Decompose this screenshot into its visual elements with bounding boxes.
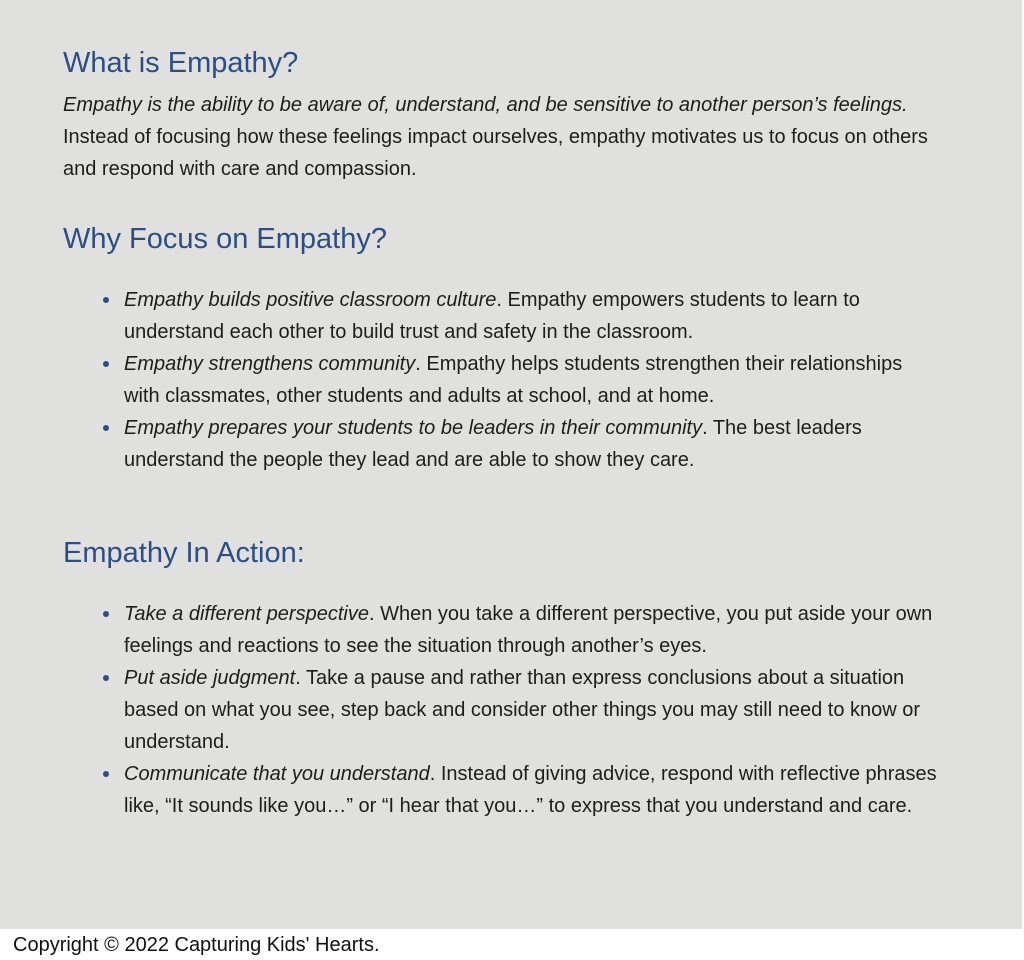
copyright-footer: Copyright © 2022 Capturing Kids' Hearts. bbox=[13, 934, 380, 956]
list-item-lead: Empathy builds positive classroom culture bbox=[124, 289, 497, 311]
list-item-lead: Communicate that you understand bbox=[124, 763, 430, 785]
list-item-text: . Empathy empowers students to learn to understand each other to build trust and safety in the classroom. bbox=[124, 289, 860, 343]
intro-paragraph bbox=[63, 89, 953, 185]
list-item bbox=[63, 758, 943, 822]
bullet-icon bbox=[103, 361, 109, 367]
list-item-lead: Empathy prepares your students to be leaders in their community bbox=[124, 417, 703, 439]
list-item-lead: Take a different perspective bbox=[124, 603, 369, 625]
list-item-text: . Instead of giving advice, respond with reflective phrases like, “It sounds like you…” or “I hear that you…” to express that you understand and care. bbox=[124, 763, 937, 817]
list-item-lead: Empathy strengthens community bbox=[124, 353, 416, 375]
bullet-icon bbox=[103, 611, 109, 617]
list-item-text: . When you take a different perspective, you put aside your own feelings and reactions to see the situation through another’s eyes. bbox=[124, 603, 933, 657]
intro-explanation: Instead of focusing how these feelings impact ourselves, empathy motivates us to focus on others and respond with care and compassion. bbox=[63, 126, 928, 180]
action-list bbox=[63, 598, 943, 822]
why-list bbox=[63, 284, 943, 476]
bullet-icon bbox=[103, 675, 109, 681]
list-item-text: . Empathy helps students strengthen their relationships with classmates, other students and adults at school, and at home. bbox=[124, 353, 903, 407]
list-item-lead: Put aside judgment bbox=[124, 667, 296, 689]
bullet-icon bbox=[103, 297, 109, 303]
list-item-text: . The best leaders understand the people they lead and are able to show they care. bbox=[124, 417, 862, 471]
list-item bbox=[63, 662, 943, 758]
list-item bbox=[63, 284, 943, 348]
list-item bbox=[63, 412, 943, 476]
heading-what-is-empathy: What is Empathy? bbox=[63, 47, 299, 79]
heading-empathy-in-action: Empathy In Action: bbox=[63, 537, 305, 569]
list-item-text: . Take a pause and rather than express conclusions about a situation based on what you see, step back and consider other things you may still need to know or understand. bbox=[124, 667, 921, 753]
heading-why-focus: Why Focus on Empathy? bbox=[63, 223, 387, 255]
bullet-icon bbox=[103, 425, 109, 431]
list-item bbox=[63, 348, 943, 412]
list-item bbox=[63, 598, 943, 662]
bullet-icon bbox=[103, 771, 109, 777]
intro-definition: Empathy is the ability to be aware of, understand, and be sensitive to another person’s feelings. bbox=[63, 94, 908, 116]
